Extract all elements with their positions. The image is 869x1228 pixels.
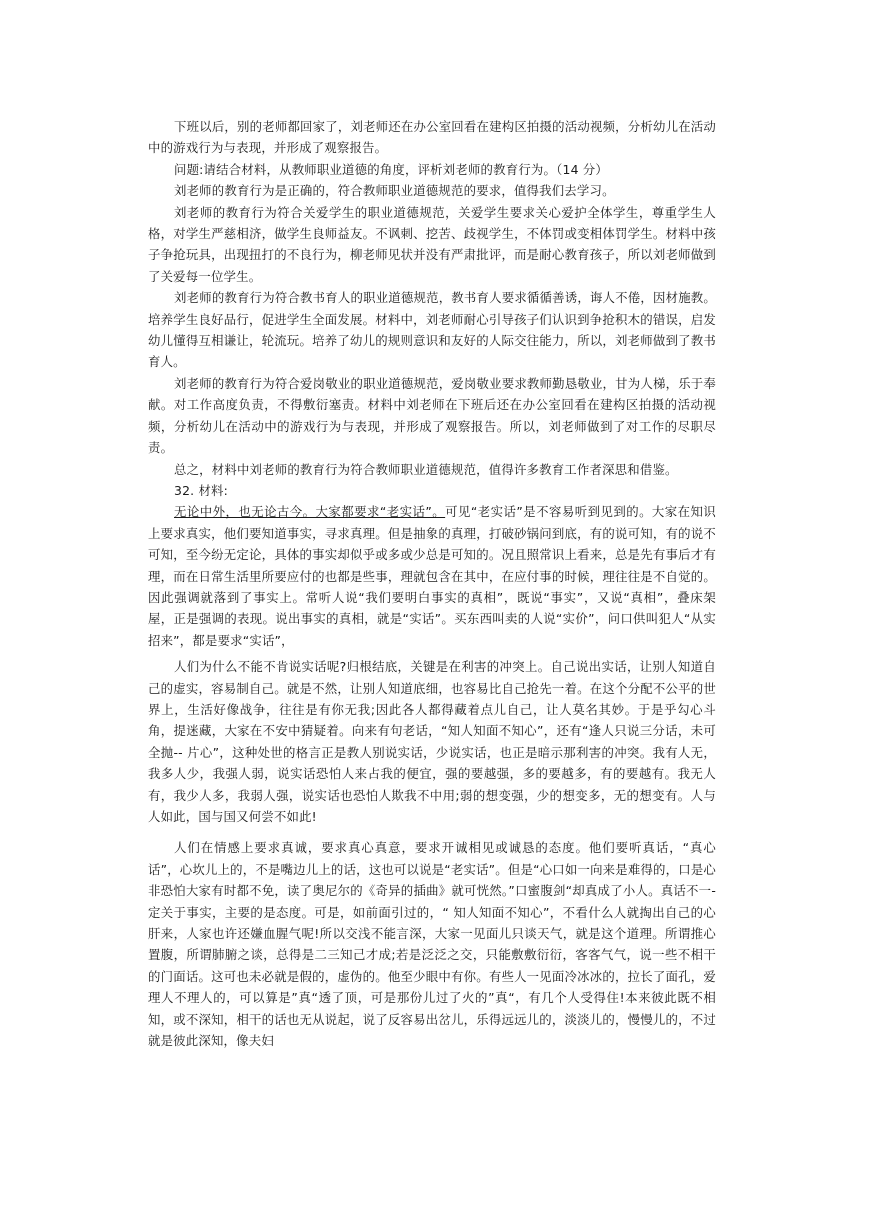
question-32-label: 32. 材料: [174, 482, 228, 498]
answer-paragraph-teaching: 刘老师的教育行为符合教书育人的职业道德规范，教书育人要求循循善诱，诲人不倦，因材施教。培养学生良好品行，促进学生全面发展。材料中，刘老师耐心引导孩子们认识到争抢积木的错误，启发幼儿懂得互相谦让，轮流玩。培养了幼儿的规则意识和友好的人际交往能力，所以，刘老师做到了教书育人。 [148, 290, 716, 370]
passage-paragraph-1 [148, 501, 716, 651]
passage-underlined-sentence: 无论中外，也无论古今。大家都要求“老实话”。 [174, 504, 446, 520]
answer-paragraph-dedication: 刘老师的教育行为符合爱岗敬业的职业道德规范，爱岗敬业要求教师勤恳敬业，甘为人梯，乐于奉献。对工作高度负责，不得敷衍塞责。材料中刘老师在下班后还在办公室回看在建构区拍摄的活动视频，分析幼儿在活动中的游戏行为与表现，并形成了观察报告。所以，刘老师做到了对工作的尽职尽责。 [148, 375, 716, 456]
passage-paragraph-3: 人们在情感上要求真诚，要求真心真意，要求开诚相见或诚恳的态度。他们要听真话，“真心话”，心坎儿上的，不是嘴边儿上的话，这也可以说是“老实话”。但是“心口如一向来是难得的，口是心非恐怕大家有时都不免，读了奥尼尔的《奇异的插曲》就可恍然。”口蜜腹剑“却真成了小人。真话不一-定关于事实，主要的是态度。可是，如前面引过的，“ 知人知面不知心”，不看什么人就掏出自己的心肝来，人家也许还嫌血腥气呢!所以交浅不能言深，大家一见面儿只谈天气，就是这个道理。所谓推心置腹，所谓肺腑之谈，总得是二三知己才成;若是泛泛之交，只能敷敷衍衍，客客气气，说一些不相干的门面话。这可也未必就是假的，虚伪的。他至少眼中有你。有些人一见面冷冰冰的，拉长了面孔，爱理人不理人的，可以算是”真“透了顶，可是那份儿过了火的”真“，有几个人受得住!本来彼此既不相知，或不深知，相干的话也无从说起，说了反容易出岔儿，乐得远远儿的，淡淡儿的，慢慢儿的，不过就是彼此深知，像夫妇 [148, 840, 716, 1049]
passage-paragraph-2: 人们为什么不能不肯说实话呢?归根结底，关键是在利害的冲突上。自己说出实话，让别人知道自己的虚实，容易制自己。就是不然，让别人知道底细，也容易比自己抢先一着。在这个分配不公平的世界上，生活好像战争，往往是有你无我;因此各人都得藏着点儿自己，让人莫名其妙。于是乎勾心斗角，提迷藏，大家在不安中猜疑着。向来有句老话，“知人知面不知心”，还有“逢人只说三分话，未可全抛-- 片心”，这种处世的格言正是教人别说实话，少说实话，也正是暗示那利害的冲突。我有人无，我多人少，我强人弱，说实话恐怕人来占我的便宜，强的要越强，多的要越多，有的要越有。我无人有，我少人多，我弱人强，说实话也恐怕人欺我不中用;弱的想变强，少的想变多，无的想变有。人与人如此，国与国又何尝不如此! [148, 659, 716, 824]
question-prompt: 问题:请结合材料，从教师职业道德的角度，评析刘老师的教育行为。（14 分） [174, 161, 608, 177]
answer-intro: 刘老师的教育行为是正确的，符合教师职业道德规范的要求，值得我们去学习。 [174, 183, 615, 199]
passage-paragraph-1-text: 可见“老实话”是不容易听到见到的。大家在知识上要求真实，他们要知道事实，寻求真理。但是抽象的真理，打破砂锅问到底，有的说可知，有的说不可知，至今纷无定论，具体的事实却似乎或多或少总是可知的。况且照常识上看来，总是先有事后才有理，而在日常生活里所要应付的也都是些事，理就包含在其中，在应付事的时候，理往往是不自觉的。因此强调就落到了事实上。常听人说“我们要明白事实的真相”，既说“事实”，又说“真相”，叠床架屋，正是强调的表现。说出事实的真相，就是“实话”。买东西叫卖的人说“实价”，问口供叫犯人“从实招来”，都是要求“实话”， [148, 504, 716, 648]
answer-paragraph-care: 刘老师的教育行为符合关爱学生的职业道德规范，关爱学生要求关心爱护全体学生，尊重学生人格，对学生严慈相济，做学生良师益友。不讽刺、挖苦、歧视学生，不体罚或变相体罚学生。材料中孩子争抢玩具，出现扭打的不良行为，柳老师见状并没有严肃批评，而是耐心教育孩子，所以刘老师做到了关爱每一位学生。 [148, 204, 716, 284]
material-intro: 下班以后，别的老师都回家了，刘老师还在办公室回看在建构区拍摄的活动视频，分析幼儿在活动中的游戏行为与表现，并形成了观察报告。 [148, 119, 716, 156]
answer-summary: 总之，材料中刘老师的教育行为符合教师职业道德规范，值得许多教育工作者深思和借鉴。 [174, 461, 678, 477]
document-body [148, 116, 716, 1051]
